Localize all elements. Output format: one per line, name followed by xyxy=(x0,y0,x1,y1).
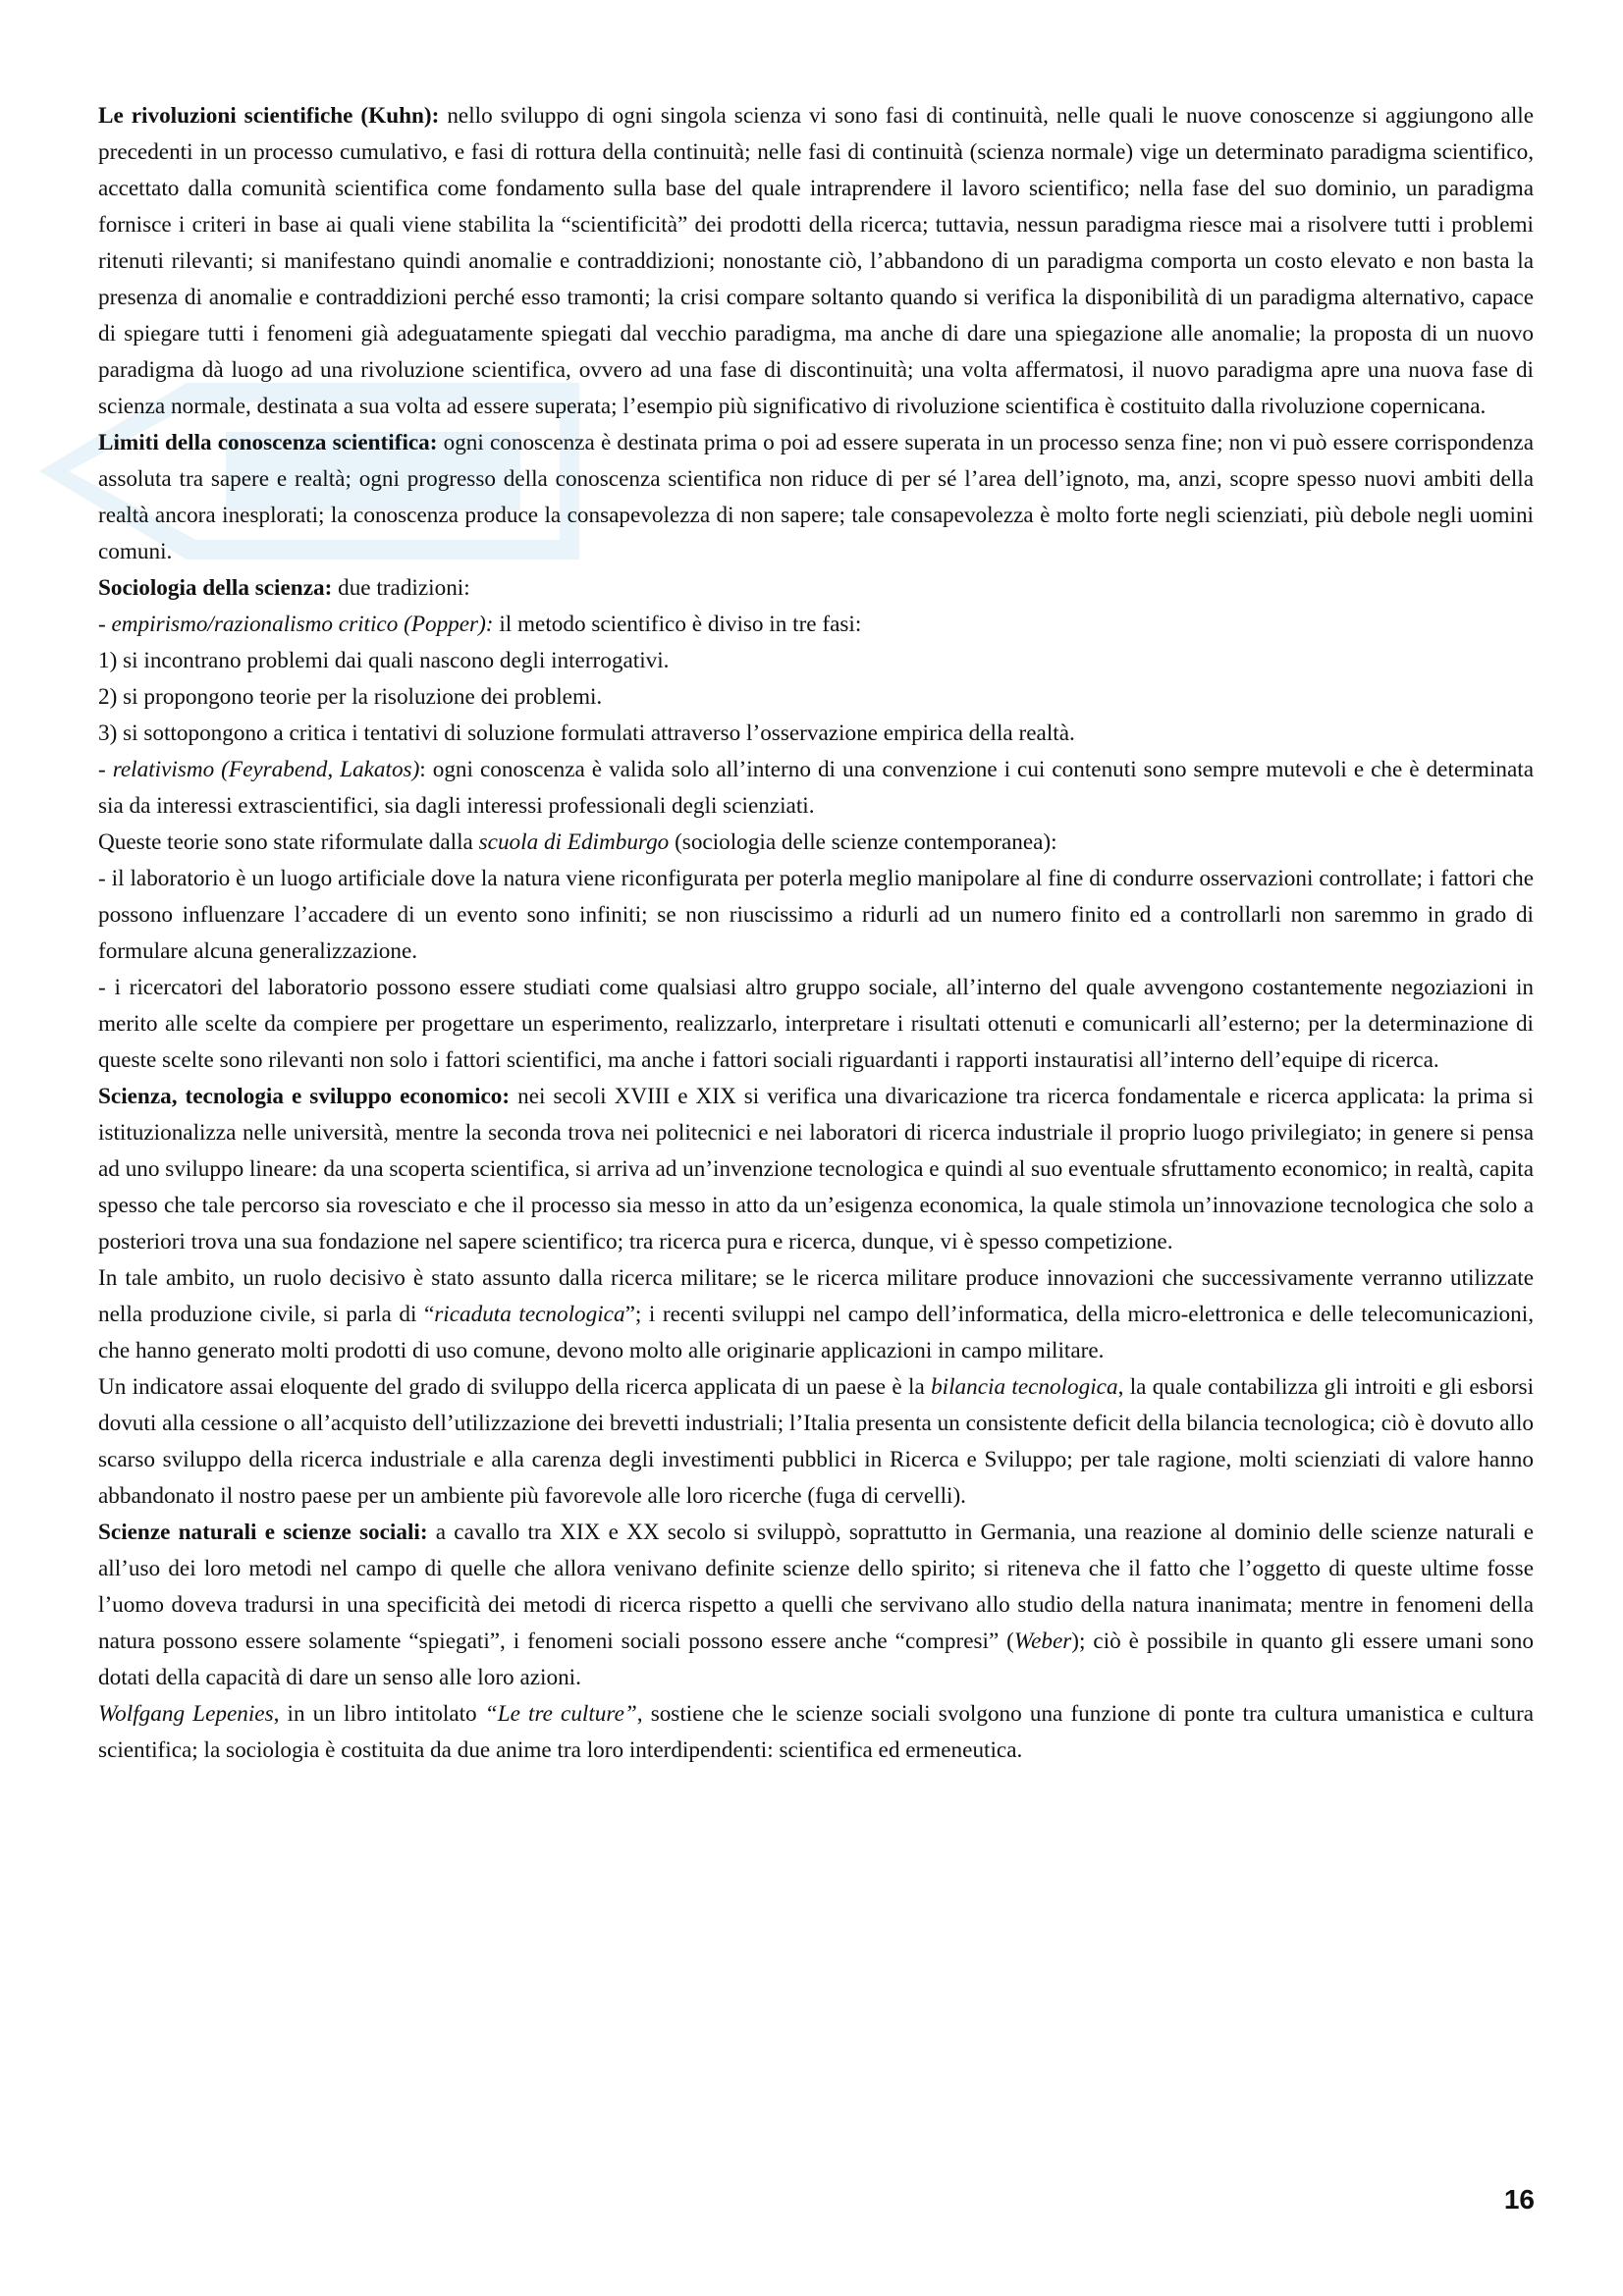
step-3: 3) si sottopongono a critica i tentativi di soluzione formulati attraverso l’osservazione empirica della realtà. xyxy=(98,721,1075,746)
step-2: 2) si propongono teorie per la risoluzione dei problemi. xyxy=(98,684,603,710)
heading-kuhn: Le rivoluzioni scientifiche (Kuhn): xyxy=(98,103,440,129)
text-bilancia-pre: Un indicatore assai eloquente del grado di sviluppo della ricerca applicata di un paese è la xyxy=(98,1374,932,1400)
label-tre-culture: “Le tre culture” xyxy=(484,1701,637,1727)
text-scienze-pre: a cavallo tra XIX e XX secolo si sviluppò, soprattutto in Germania, una reazione al dominio delle scienze naturali e all’uso dei loro metodi nel campo di quelle che allora venivano definite scienze dello spirito; si riteneva che il fatto che l’oggetto di queste ultime fosse l’uomo doveva tradursi in una specificità dei metodi di ricerca rispetto a quelli che servivano allo studio della natura inanimata; mentre in fenomeni della natura possono essere solamente “spiegati”, i fenomeni sociali possono essere anche “compresi” ( xyxy=(98,1520,1534,1654)
paragraph-militare xyxy=(98,1260,1534,1369)
label-edimburgo: scuola di Edimburgo xyxy=(478,829,670,855)
point-laboratorio: - il laboratorio è un luogo artificiale dove la natura viene riconfigurata per poterla meglio manipolare al fine di condurre osservazioni controllate; i fattori che possono influenzare l’accadere di un evento sono infiniti; se non riuscissimo a ridurli ad un numero finito ed a controllarli non saremmo in grado di formulare alcuna generalizzazione. xyxy=(98,866,1534,964)
item-relativismo xyxy=(98,752,1534,825)
text-edimburgo-pre: Queste teorie sono state riformulate dalla xyxy=(98,829,479,855)
section-limiti xyxy=(98,425,1534,570)
paragraph-lepenies xyxy=(98,1696,1534,1769)
point-ricercatori: - i ricercatori del laboratorio possono essere studiati come qualsiasi altro gruppo sociale, all’interno del quale avvengono costantemente negoziazioni in merito alle scelte da compiere per progettare un esperimento, realizzarlo, interpretare i risultati ottenuti e comunicarli all’esterno; per la determinazione di queste scelte sono rilevanti non solo i fattori scientifici, ma anche i fattori sociali riguardanti i rapporti instauratisi all’interno dell’equipe di ricerca. xyxy=(98,975,1534,1073)
section-sociologia xyxy=(98,570,1534,607)
step-1: 1) si incontrano problemi dai quali nascono degli interrogativi. xyxy=(98,648,670,673)
section-tecnologia xyxy=(98,1079,1534,1260)
text-relativismo: : ogni conoscenza è valida solo all’interno di una convenzione i cui contenuti sono sempre mutevoli e che è determinata sia da interessi extrascientifici, sia dagli interessi professionali degli scienziati. xyxy=(98,757,1535,819)
heading-tecnologia: Scienza, tecnologia e sviluppo economico: xyxy=(98,1084,511,1109)
paragraph-bilancia xyxy=(98,1369,1534,1515)
text-sociologia: due tradizioni: xyxy=(332,575,470,601)
text-popper: il metodo scientifico è diviso in tre fasi: xyxy=(493,612,862,637)
text-lepenies-mid: , in un libro intitolato xyxy=(273,1701,485,1727)
text-tecnologia: nei secoli XVIII e XIX si verifica una divaricazione tra ricerca fondamentale e ricerca applicata: la prima si istituzionalizza nelle università, mentre la seconda trova nei politecnici e nei laboratori di ricerca industriale il proprio luogo privilegiato; in genere si pensa ad uno sviluppo lineare: da una scoperta scientifica, si arriva ad un’invenzione tecnologica e quindi al suo eventuale sfruttamento economico; in realtà, capita spesso che tale percorso sia rovesciato e che il processo sia messo in atto da un’esigenza economica, la quale stimola un’innovazione tecnologica che solo a posteriori trova una sua fondazione nel sapere scientifico; tra ricerca pura e ricerca, dunque, vi è spesso competizione. xyxy=(98,1084,1534,1255)
text-militare-pre: In tale ambito, un ruolo decisivo è stato assunto dalla ricerca militare; se le ricerca militare produce innovazioni che successivamente verranno utilizzate nella produzione civile, si parla di “ xyxy=(98,1265,1534,1327)
text-edimburgo-post: (sociologia delle scienze contemporanea): xyxy=(669,829,1057,855)
item-popper xyxy=(98,607,1534,643)
text-militare-post: ”; i recenti sviluppi nel campo dell’informatica, della micro-elettronica e delle telecomunicazioni, che hanno generato molti prodotti di uso comune, devono molto alle originarie applicazioni in campo militare. xyxy=(98,1302,1534,1363)
label-bilancia: bilancia tecnologica xyxy=(931,1374,1118,1400)
text-lepenies-post: , sostiene che le scienze sociali svolgono una funzione di ponte tra cultura umanistica e cultura scientifica; la sociologia è costituita da due anime tra loro interdipendenti: scientifica ed ermeneutica. xyxy=(98,1701,1535,1763)
heading-sociologia: Sociologia della scienza: xyxy=(98,575,333,601)
text-limiti: ogni conoscenza è destinata prima o poi ad essere superata in un processo senza fine; non vi può essere corrispondenza assoluta tra sapere e realtà; ogni progresso della conoscenza scientifica non riduce di per sé l’area dell’ignoto, ma, anzi, scopre spesso nuovi ambiti della realtà ancora inesplorati; la conoscenza produce la consapevolezza di non sapere; tale consapevolezza è molto forte negli scienziati, più debole negli uomini comuni. xyxy=(98,430,1534,564)
text-scienze-post: ); ciò è possibile in quanto gli essere umani sono dotati della capacità di dare un senso alle loro azioni. xyxy=(98,1629,1534,1690)
page-number: 16 xyxy=(1503,2184,1535,2215)
item-edimburgo xyxy=(98,825,1534,861)
heading-limiti: Limiti della conoscenza scientifica: xyxy=(98,430,438,455)
section-scienze xyxy=(98,1515,1534,1696)
text-kuhn: nello sviluppo di ogni singola scienza vi sono fasi di continuità, nelle quali le nuove conoscenze si aggiungono alle precedenti in un processo cumulativo, e fasi di rottura della continuità; nelle fasi di continuità (scienza normale) vige un determinato paradigma scientifico, accettato dalla comunità scientifica come fondamento sulla base del quale intraprendere il lavoro scientifico; nella fase del suo dominio, un paradigma fornisce i criteri in base ai quali viene stabilita la “scientificità” dei prodotti della ricerca; tuttavia, nessun paradigma riesce mai a risolvere tutti i problemi ritenuti rilevanti; si manifestano quindi anomalie e contraddizioni; nonostante ciò, l’abbandono di un paradigma comporta un costo elevato e non basta la presenza di anomalie e contraddizioni perché esso tramonti; la crisi compare soltanto quando si verifica la disponibilità di un paradigma alternativo, capace di spiegare tutti i fenomeni già adeguatamente spiegati dal vecchio paradigma, ma anche di dare una spiegazione alle anomalie; la proposta di un nuovo paradigma dà luogo ad una rivoluzione scientifica, ovvero ad una fase di discontinuità; una volta affermatosi, il nuovo paradigma apre una nuova fase di scienza normale, destinata a sua volta ad essere superata; l’esempio più significativo di rivoluzione scientifica è costituito dalla rivoluzione copernicana. xyxy=(98,103,1534,419)
label-weber: Weber xyxy=(1013,1629,1072,1654)
label-ricaduta: ricaduta tecnologica xyxy=(434,1302,625,1327)
document-page xyxy=(98,98,1534,1769)
heading-scienze: Scienze naturali e scienze sociali: xyxy=(98,1520,428,1545)
label-popper: - empirismo/razionalismo critico (Popper): xyxy=(98,612,494,637)
label-relativismo: - relativismo (Feyrabend, Lakatos) xyxy=(98,757,420,782)
section-kuhn xyxy=(98,98,1534,425)
text-bilancia-post: , la quale contabilizza gli introiti e gli esborsi dovuti alla cessione o all’acquisto dell’utilizzazione dei brevetti industriali; l’Italia presenta un consistente deficit della bilancia tecnologica; ciò è dovuto allo scarso sviluppo della ricerca industriale e alla carenza degli investimenti pubblici in Ricerca e Sviluppo; per tale ragione, molti scienziati di valore hanno abbandonato il nostro paese per un ambiente più favorevole alle loro ricerche (fuga di cervelli). xyxy=(98,1374,1535,1509)
label-lepenies: Wolfgang Lepenies xyxy=(98,1701,274,1727)
